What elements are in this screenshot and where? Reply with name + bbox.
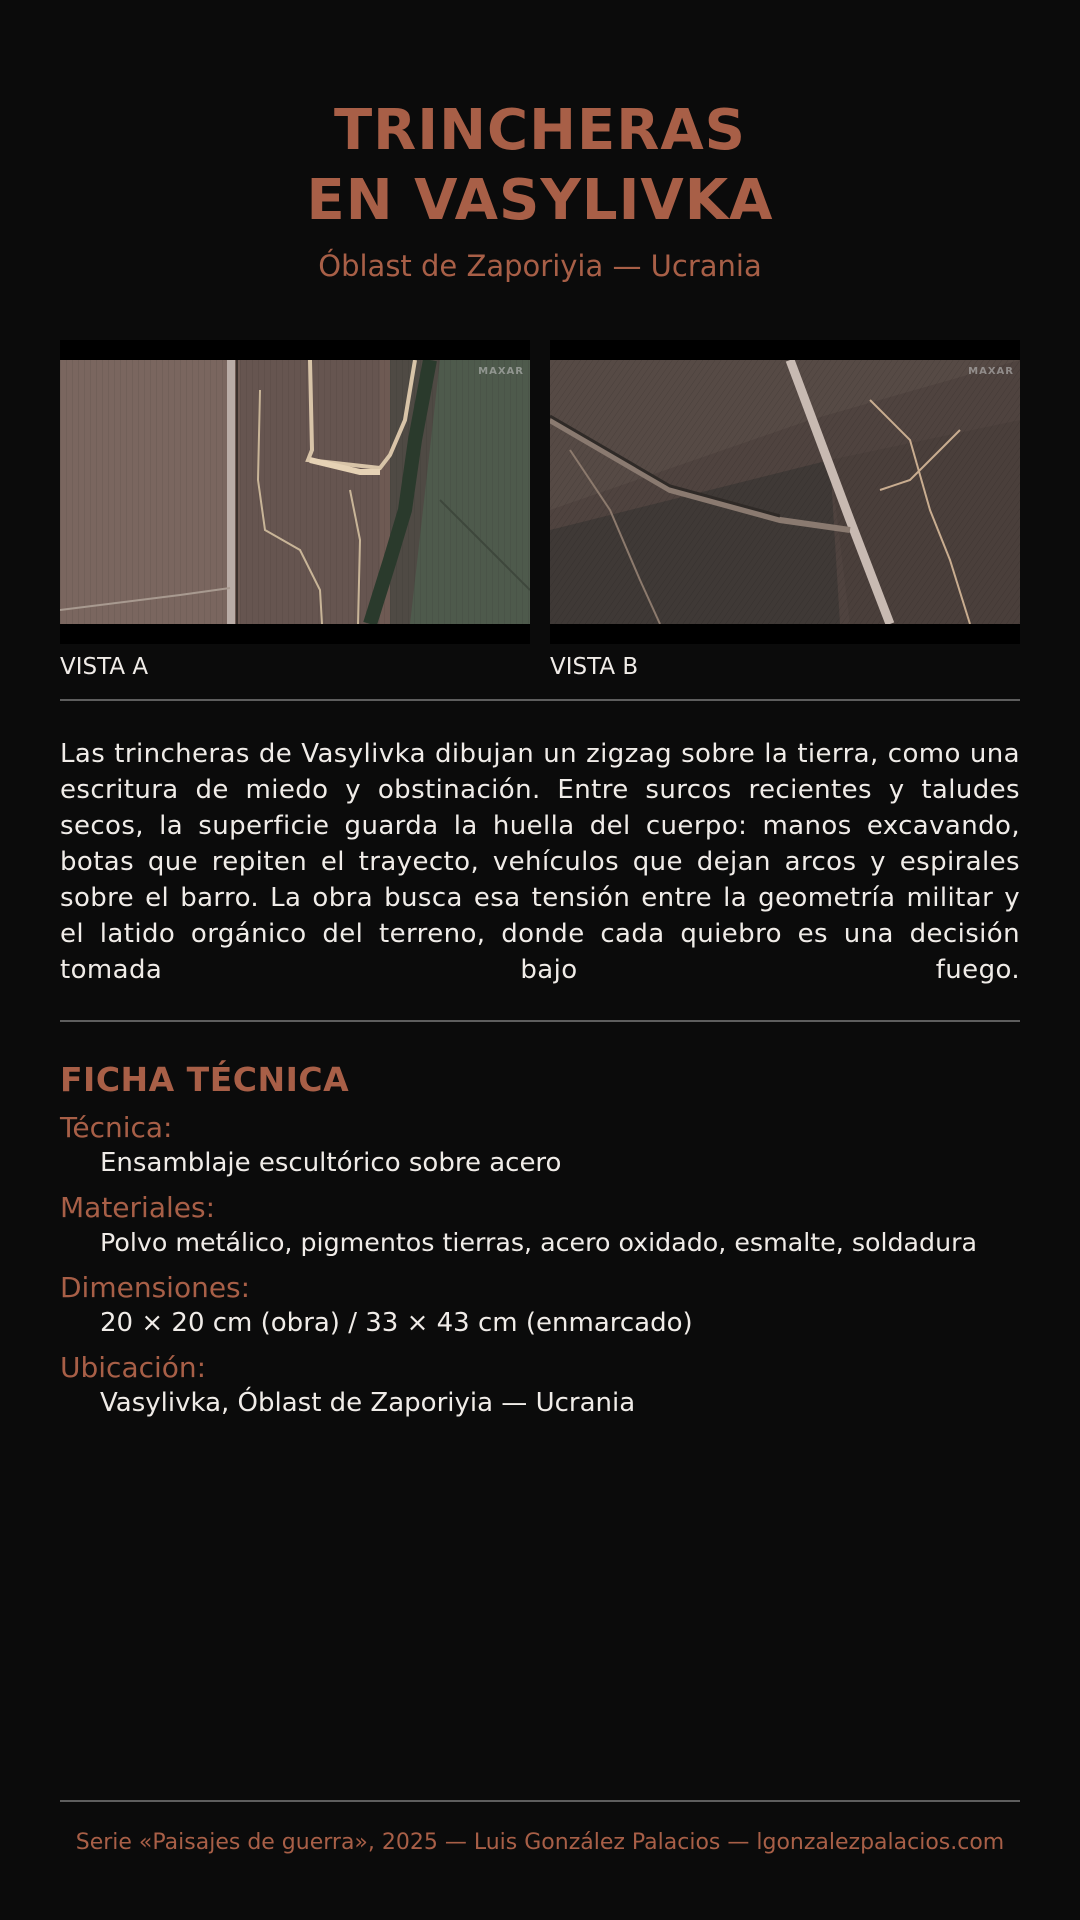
ficha-value: Ensamblaje escultórico sobre acero [100,1148,562,1178]
photo-frame-vista-a [60,340,530,644]
ficha-label: Técnica: [60,1111,173,1144]
satellite-photo-vista-a [60,360,530,624]
ficha-tecnica-list [60,1110,1080,1430]
page-title [0,96,1080,236]
divider-middle [60,1020,1020,1022]
title-line-2: EN VASYLIVKA [306,168,774,233]
ficha-label: Dimensiones: [60,1271,251,1304]
divider-bottom [60,1800,1020,1802]
satellite-photo-vista-b [550,360,1020,624]
title-line-1: TRINCHERAS [333,98,747,163]
ficha-row-dimensiones [60,1270,1080,1350]
description-paragraph: Las trincheras de Vasylivka dibujan un zigzag sobre la tierra, como una escritura de miedo y obstinación. Entre surcos recientes y taludes secos, la superficie guarda la huella del cuerpo: manos excavando, botas que repiten el trayecto, vehículos que dejan arcos y espirales sobre el barro. La obra busca esa tensión entre la geometría militar y el latido orgánico del terreno, donde cada quiebro es una decisión tomada bajo fuego. [60,739,1020,985]
page-subtitle: Óblast de Zaporiyia — Ucrania [318,249,762,283]
ficha-label: Materiales: [60,1191,215,1224]
ficha-row-materiales [60,1190,1080,1270]
ficha-value: Vasylivka, Óblast de Zaporiyia — Ucrania [100,1388,636,1418]
ficha-value: 20 × 20 cm (obra) / 33 × 43 cm (enmarcado) [100,1308,693,1338]
caption-vista-a: VISTA A [60,654,149,680]
photo-frame-vista-b [550,340,1020,644]
divider-top [60,699,1020,701]
ficha-tecnica-heading: FICHA TÉCNICA [60,1060,350,1099]
watermark-vista-b: MAXAR [968,366,1014,377]
ficha-row-ubicacion [60,1350,1080,1430]
ficha-value: Polvo metálico, pigmentos tierras, acero oxidado, esmalte, soldadura [100,1228,978,1257]
footer-credits: Serie «Paisajes de guerra», 2025 — Luis González Palacios — lgonzalezpalacios.com [75,1830,1005,1855]
ficha-label: Ubicación: [60,1351,207,1384]
ficha-row-tecnica [60,1110,1080,1190]
watermark-vista-a: MAXAR [478,366,524,377]
caption-vista-b: VISTA B [550,654,639,680]
